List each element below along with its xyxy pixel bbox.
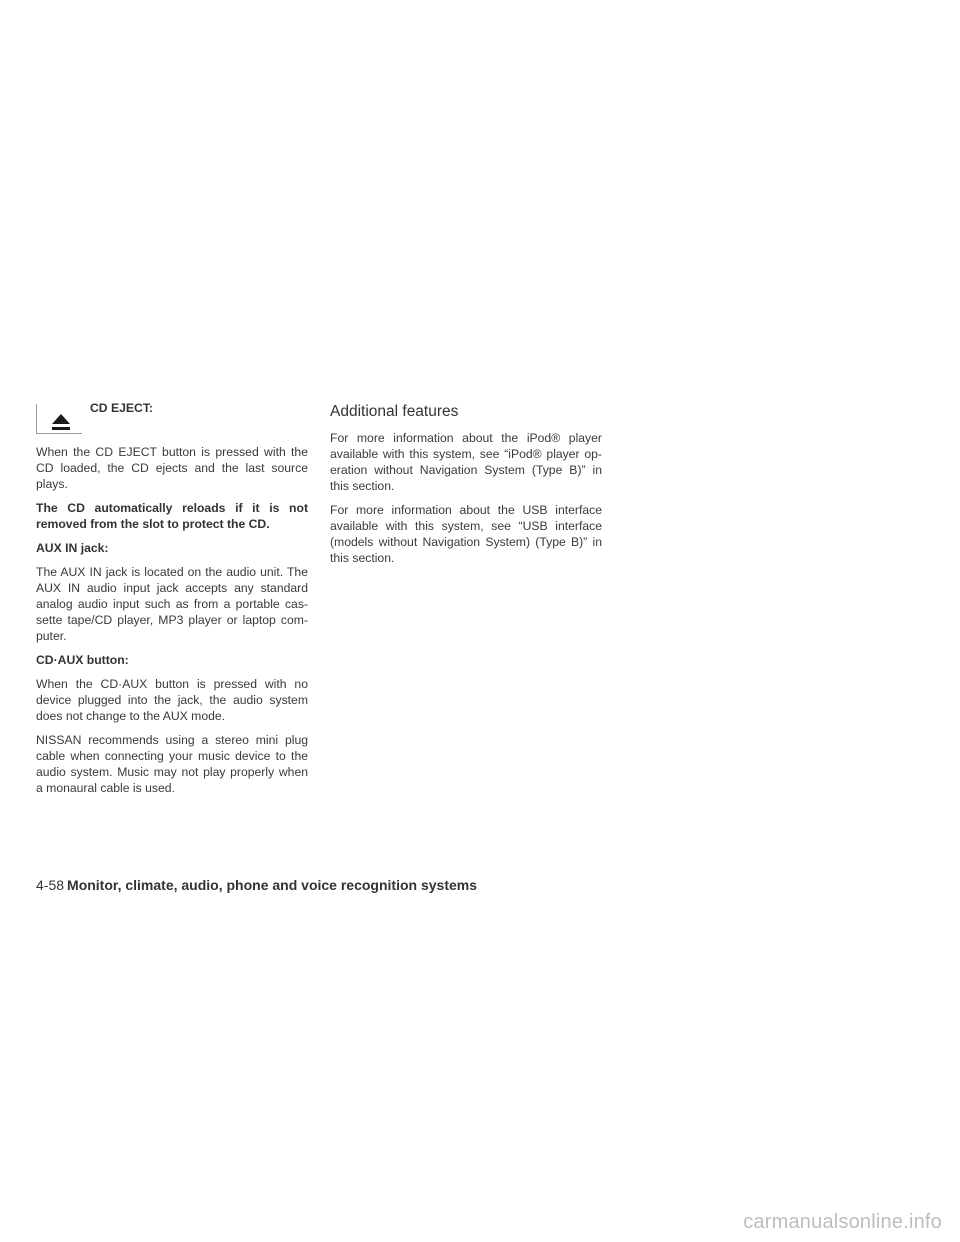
left-column xyxy=(36,400,308,804)
page-number: 4-58 xyxy=(36,877,65,893)
watermark: carmanualsonline.info xyxy=(743,1211,942,1233)
ipod-info-text: For more information about the iPod® player available with this system, see “iPod® player op- eration without Navigation System (Type B)” in this section. xyxy=(330,431,602,493)
aux-in-heading: AUX IN jack: xyxy=(36,541,109,555)
eject-triangle xyxy=(52,414,70,424)
cd-eject-heading: CD EJECT: xyxy=(90,401,153,415)
cd-aux-heading: CD·AUX button: xyxy=(36,653,129,667)
aux-in-text: The AUX IN jack is located on the audio unit. The AUX IN audio input jack accepts any standard analog audio input such as from a portable cas- sette tape/CD player, MP3 player or laptop com- puter. xyxy=(36,565,308,643)
right-column xyxy=(330,400,602,574)
nissan-recommendation-text: NISSAN recommends using a stereo mini plug cable when connecting your music device to the audio system. Music may not play properly when a monaural cable is used. xyxy=(36,733,308,795)
eject-bar xyxy=(52,427,70,430)
cd-eject-note: The CD automatically reloads if it is not removed from the slot to protect the CD. xyxy=(36,501,308,531)
page-footer xyxy=(36,877,477,893)
usb-info-text: For more information about the USB interface available with this system, see “USB interface (models without Navigation System) (Type B)” in this section. xyxy=(330,503,602,565)
cd-aux-text: When the CD·AUX button is pressed with no device plugged into the jack, the audio system does not change to the AUX mode. xyxy=(36,677,308,723)
cd-eject-text: When the CD EJECT button is pressed with the CD loaded, the CD ejects and the last source plays. xyxy=(36,445,308,491)
chapter-title: Monitor, climate, audio, phone and voice recognition systems xyxy=(67,877,477,893)
eject-icon xyxy=(36,404,82,434)
cd-eject-heading-block xyxy=(36,400,308,434)
additional-features-heading: Additional features xyxy=(330,403,459,420)
